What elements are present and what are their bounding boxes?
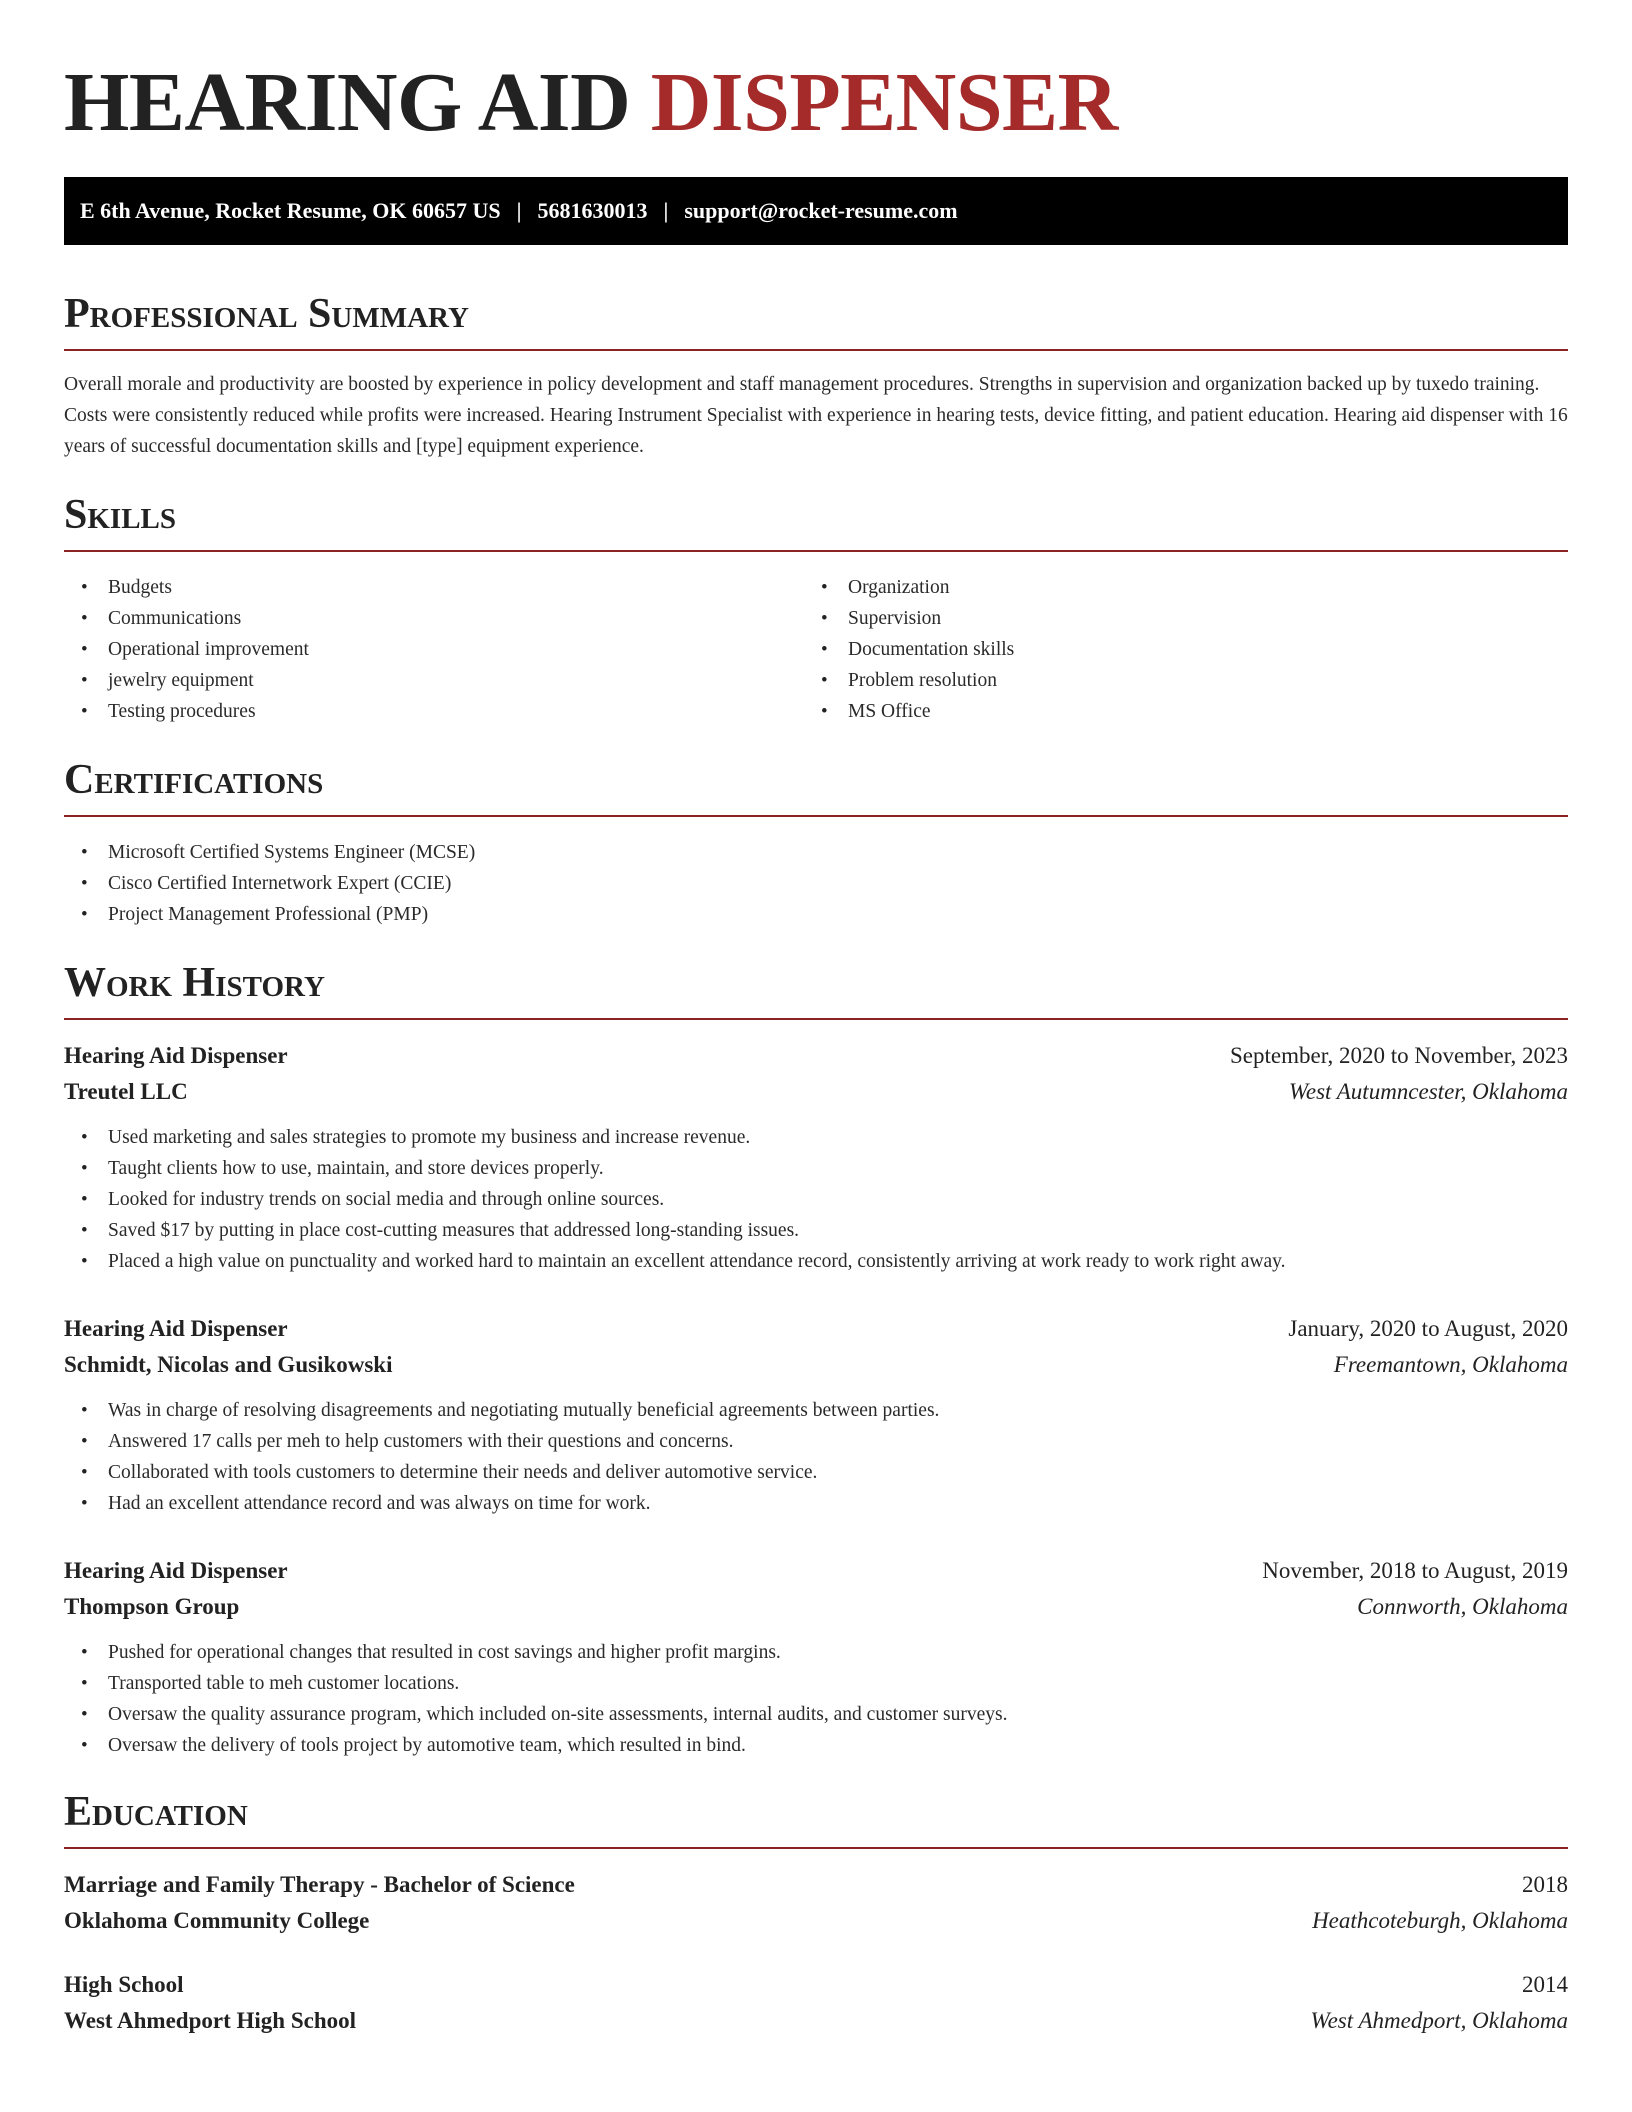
- job-location: Freemantown, Oklahoma: [1333, 1352, 1568, 1377]
- job-dates: September, 2020 to November, 2023: [1230, 1043, 1568, 1068]
- summary-section: [64, 289, 1568, 462]
- job-bullet: • Oversaw the delivery of tools project by automotive team, which resulted in bind.: [64, 1730, 1568, 1761]
- skill-item: • Operational improvement: [64, 634, 804, 665]
- contact-email: support@rocket-resume.com: [684, 198, 958, 223]
- job-bullet: • Pushed for operational changes that resulted in cost savings and higher profit margins.: [64, 1637, 1568, 1668]
- education-location: West Ahmedport, Oklahoma: [1310, 2008, 1568, 2033]
- skill-item: • Communications: [64, 603, 804, 634]
- job-bullets: [64, 1637, 1568, 1761]
- job-bullets: [64, 1122, 1568, 1277]
- work-history-heading: Work History: [64, 958, 1568, 1020]
- skills-list-right: [804, 572, 1544, 727]
- certifications-list: [64, 837, 1568, 930]
- job-bullet: • Transported table to meh customer locations.: [64, 1668, 1568, 1699]
- education-section: [64, 1787, 1568, 2039]
- job-row-primary: [64, 1311, 1568, 1347]
- contact-address: E 6th Avenue, Rocket Resume, OK 60657 US: [80, 198, 501, 223]
- education-degree: Marriage and Family Therapy - Bachelor of Science: [64, 1872, 575, 1897]
- name-main: HEARING AID: [64, 56, 651, 149]
- education-degree: High School: [64, 1972, 184, 1997]
- job-role: Hearing Aid Dispenser: [64, 1316, 288, 1341]
- job-bullet: • Looked for industry trends on social media and through online sources.: [64, 1184, 1568, 1215]
- job-entry: [64, 1553, 1568, 1761]
- certification-item: • Microsoft Certified Systems Engineer (MCSE): [64, 837, 1568, 868]
- certifications-heading: Certifications: [64, 755, 1568, 817]
- resume-name: [64, 58, 1568, 148]
- summary-heading: Professional Summary: [64, 289, 1568, 351]
- job-row-secondary: [64, 1347, 1568, 1383]
- job-bullet: • Placed a high value on punctuality and worked hard to maintain an excellent attendance record, consistently arriving at work ready to work right away.: [64, 1246, 1568, 1277]
- job-location: Connworth, Oklahoma: [1357, 1594, 1568, 1619]
- contact-separator: |: [663, 198, 669, 223]
- job-row-secondary: [64, 1589, 1568, 1625]
- certification-item: • Cisco Certified Internetwork Expert (CCIE): [64, 868, 1568, 899]
- skills-heading: Skills: [64, 490, 1568, 552]
- job-dates: January, 2020 to August, 2020: [1288, 1316, 1568, 1341]
- resume-page: [64, 0, 1568, 2039]
- skill-item: • Supervision: [804, 603, 1544, 634]
- skill-item: • Documentation skills: [804, 634, 1544, 665]
- job-row-primary: [64, 1553, 1568, 1589]
- skills-columns: [64, 572, 1568, 727]
- job-location: West Autumncester, Oklahoma: [1288, 1079, 1568, 1104]
- job-entry: [64, 1038, 1568, 1277]
- education-row-primary: [64, 1867, 1568, 1903]
- skills-list-left: [64, 572, 804, 727]
- contact-separator: |: [516, 198, 522, 223]
- skill-item: • Problem resolution: [804, 665, 1544, 696]
- job-bullet: • Used marketing and sales strategies to promote my business and increase revenue.: [64, 1122, 1568, 1153]
- job-bullet: • Was in charge of resolving disagreements and negotiating mutually beneficial agreements between parties.: [64, 1395, 1568, 1426]
- education-row-secondary: [64, 2003, 1568, 2039]
- job-bullets: [64, 1395, 1568, 1519]
- education-year: 2018: [1522, 1872, 1568, 1897]
- certifications-section: [64, 755, 1568, 930]
- name-accent: DISPENSER: [650, 56, 1118, 149]
- education-entry: [64, 1867, 1568, 1939]
- job-bullet: • Saved $17 by putting in place cost-cutting measures that addressed long-standing issues.: [64, 1215, 1568, 1246]
- skill-item: • Organization: [804, 572, 1544, 603]
- job-bullet: • Oversaw the quality assurance program, which included on-site assessments, internal audits, and customer surveys.: [64, 1699, 1568, 1730]
- education-entry: [64, 1967, 1568, 2039]
- contact-bar: [64, 177, 1568, 245]
- summary-text: Overall morale and productivity are boosted by experience in policy development and staff management procedures. Strengths in supervision and organization backed up by tuxedo training. Costs were consistently reduced while profits were increased. Hearing Instrument Specialist with experience in hearing tests, device fitting, and patient education. Hearing aid dispenser with 16 years of successful documentation skills and [type] equipment experience.: [64, 374, 1568, 457]
- job-role: Hearing Aid Dispenser: [64, 1043, 288, 1068]
- education-school: West Ahmedport High School: [64, 2008, 357, 2033]
- job-row-secondary: [64, 1074, 1568, 1110]
- job-company: Schmidt, Nicolas and Gusikowski: [64, 1352, 393, 1377]
- skill-item: • Budgets: [64, 572, 804, 603]
- education-heading: Education: [64, 1787, 1568, 1849]
- job-row-primary: [64, 1038, 1568, 1074]
- certification-item: • Project Management Professional (PMP): [64, 899, 1568, 930]
- job-entry: [64, 1311, 1568, 1519]
- education-row-secondary: [64, 1903, 1568, 1939]
- skill-item: • Testing procedures: [64, 696, 804, 727]
- education-row-primary: [64, 1967, 1568, 2003]
- job-bullet: • Answered 17 calls per meh to help customers with their questions and concerns.: [64, 1426, 1568, 1457]
- education-school: Oklahoma Community College: [64, 1908, 370, 1933]
- work-history-section: [64, 958, 1568, 1761]
- education-location: Heathcoteburgh, Oklahoma: [1312, 1908, 1568, 1933]
- contact-phone: 5681630013: [537, 198, 648, 223]
- job-dates: November, 2018 to August, 2019: [1262, 1558, 1568, 1583]
- skill-item: • MS Office: [804, 696, 1544, 727]
- job-bullet: • Had an excellent attendance record and was always on time for work.: [64, 1488, 1568, 1519]
- skill-item: • jewelry equipment: [64, 665, 804, 696]
- job-company: Treutel LLC: [64, 1079, 188, 1104]
- job-role: Hearing Aid Dispenser: [64, 1558, 288, 1583]
- education-year: 2014: [1522, 1972, 1568, 1997]
- skills-section: [64, 490, 1568, 727]
- job-bullet: • Taught clients how to use, maintain, and store devices properly.: [64, 1153, 1568, 1184]
- job-bullet: • Collaborated with tools customers to determine their needs and deliver automotive service.: [64, 1457, 1568, 1488]
- job-company: Thompson Group: [64, 1594, 240, 1619]
